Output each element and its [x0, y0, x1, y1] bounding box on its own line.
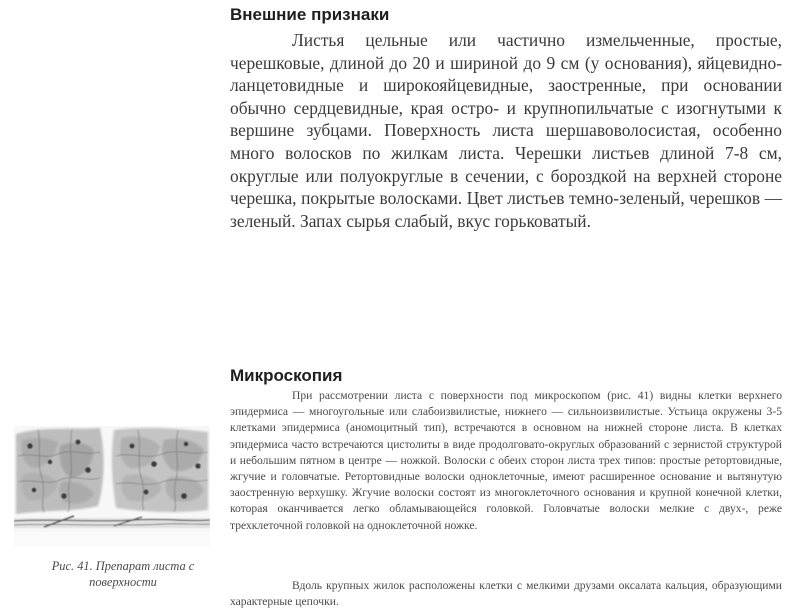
paragraph-microscopy: При рассмотрении листа с поверхности под микроскопом (рис. 41) видны клетки верхнего эпидермиса — многоугольные или слабоизвилистые, нижнего — сильноизвилистые. Устьица окружены 3-5 клетками эпидермиса (аномоцитный тип), встречаются в основном на нижней стороне листа. В клетках эпидермиса часто встречаются цистолиты в виде продолговато-округлых образований с зернистой структурой и небольшим пятном в центре — ножкой. Волоски с обеих сторон листа трех типов: простые ретортовидные, жгучие и головчатые. Ретортовидные волоски одноклеточные, имеют расширенное основание и вытянутую заостренную верхушку. Жгучие волоски состоят из многоклеточного основания и крупной конечной клетки, которая оканчивается легко обламывающейся головкой. Головчатые волоски мелкие с двух-, реже трехклеточной головкой на одноклеточной ножке. [230, 389, 782, 532]
micrograph-figure [14, 426, 210, 546]
paragraph-microscopy-druses: Вдоль крупных жилок расположены клетки с мелкими друзами оксалата кальция, образующими характерные цепочки. [230, 579, 782, 609]
section-title-microscopy: Микроскопия [230, 366, 343, 385]
figure-caption: Рис. 41. Препарат листа с поверхности [51, 559, 195, 589]
section-title-external: Внешние признаки [230, 5, 390, 24]
micrograph-image [14, 426, 210, 546]
paragraph-external-features: Листья цельные или частично измельченные, простые, черешковые, длиной до 20 и шириной до 9 см (у основания), яйцевидно-ланцетовидные и широкояйцевидные, заостренные, при основании обычно сердцевидные, края остро- и крупнопильчатые с изогнутыми к вершине зубцами. Поверхность листа шершавоволосистая, особенно много волосков по жилкам листа. Черешки листьев длиной 7-8 см, округлые или полуокруглые в сечении, с бороздкой на верхней стороне черешка, покрытые волосками. Цвет листьев темно-зеленый, черешков — зеленый. Запах сырья слабый, вкус горьковатый. [230, 30, 782, 231]
